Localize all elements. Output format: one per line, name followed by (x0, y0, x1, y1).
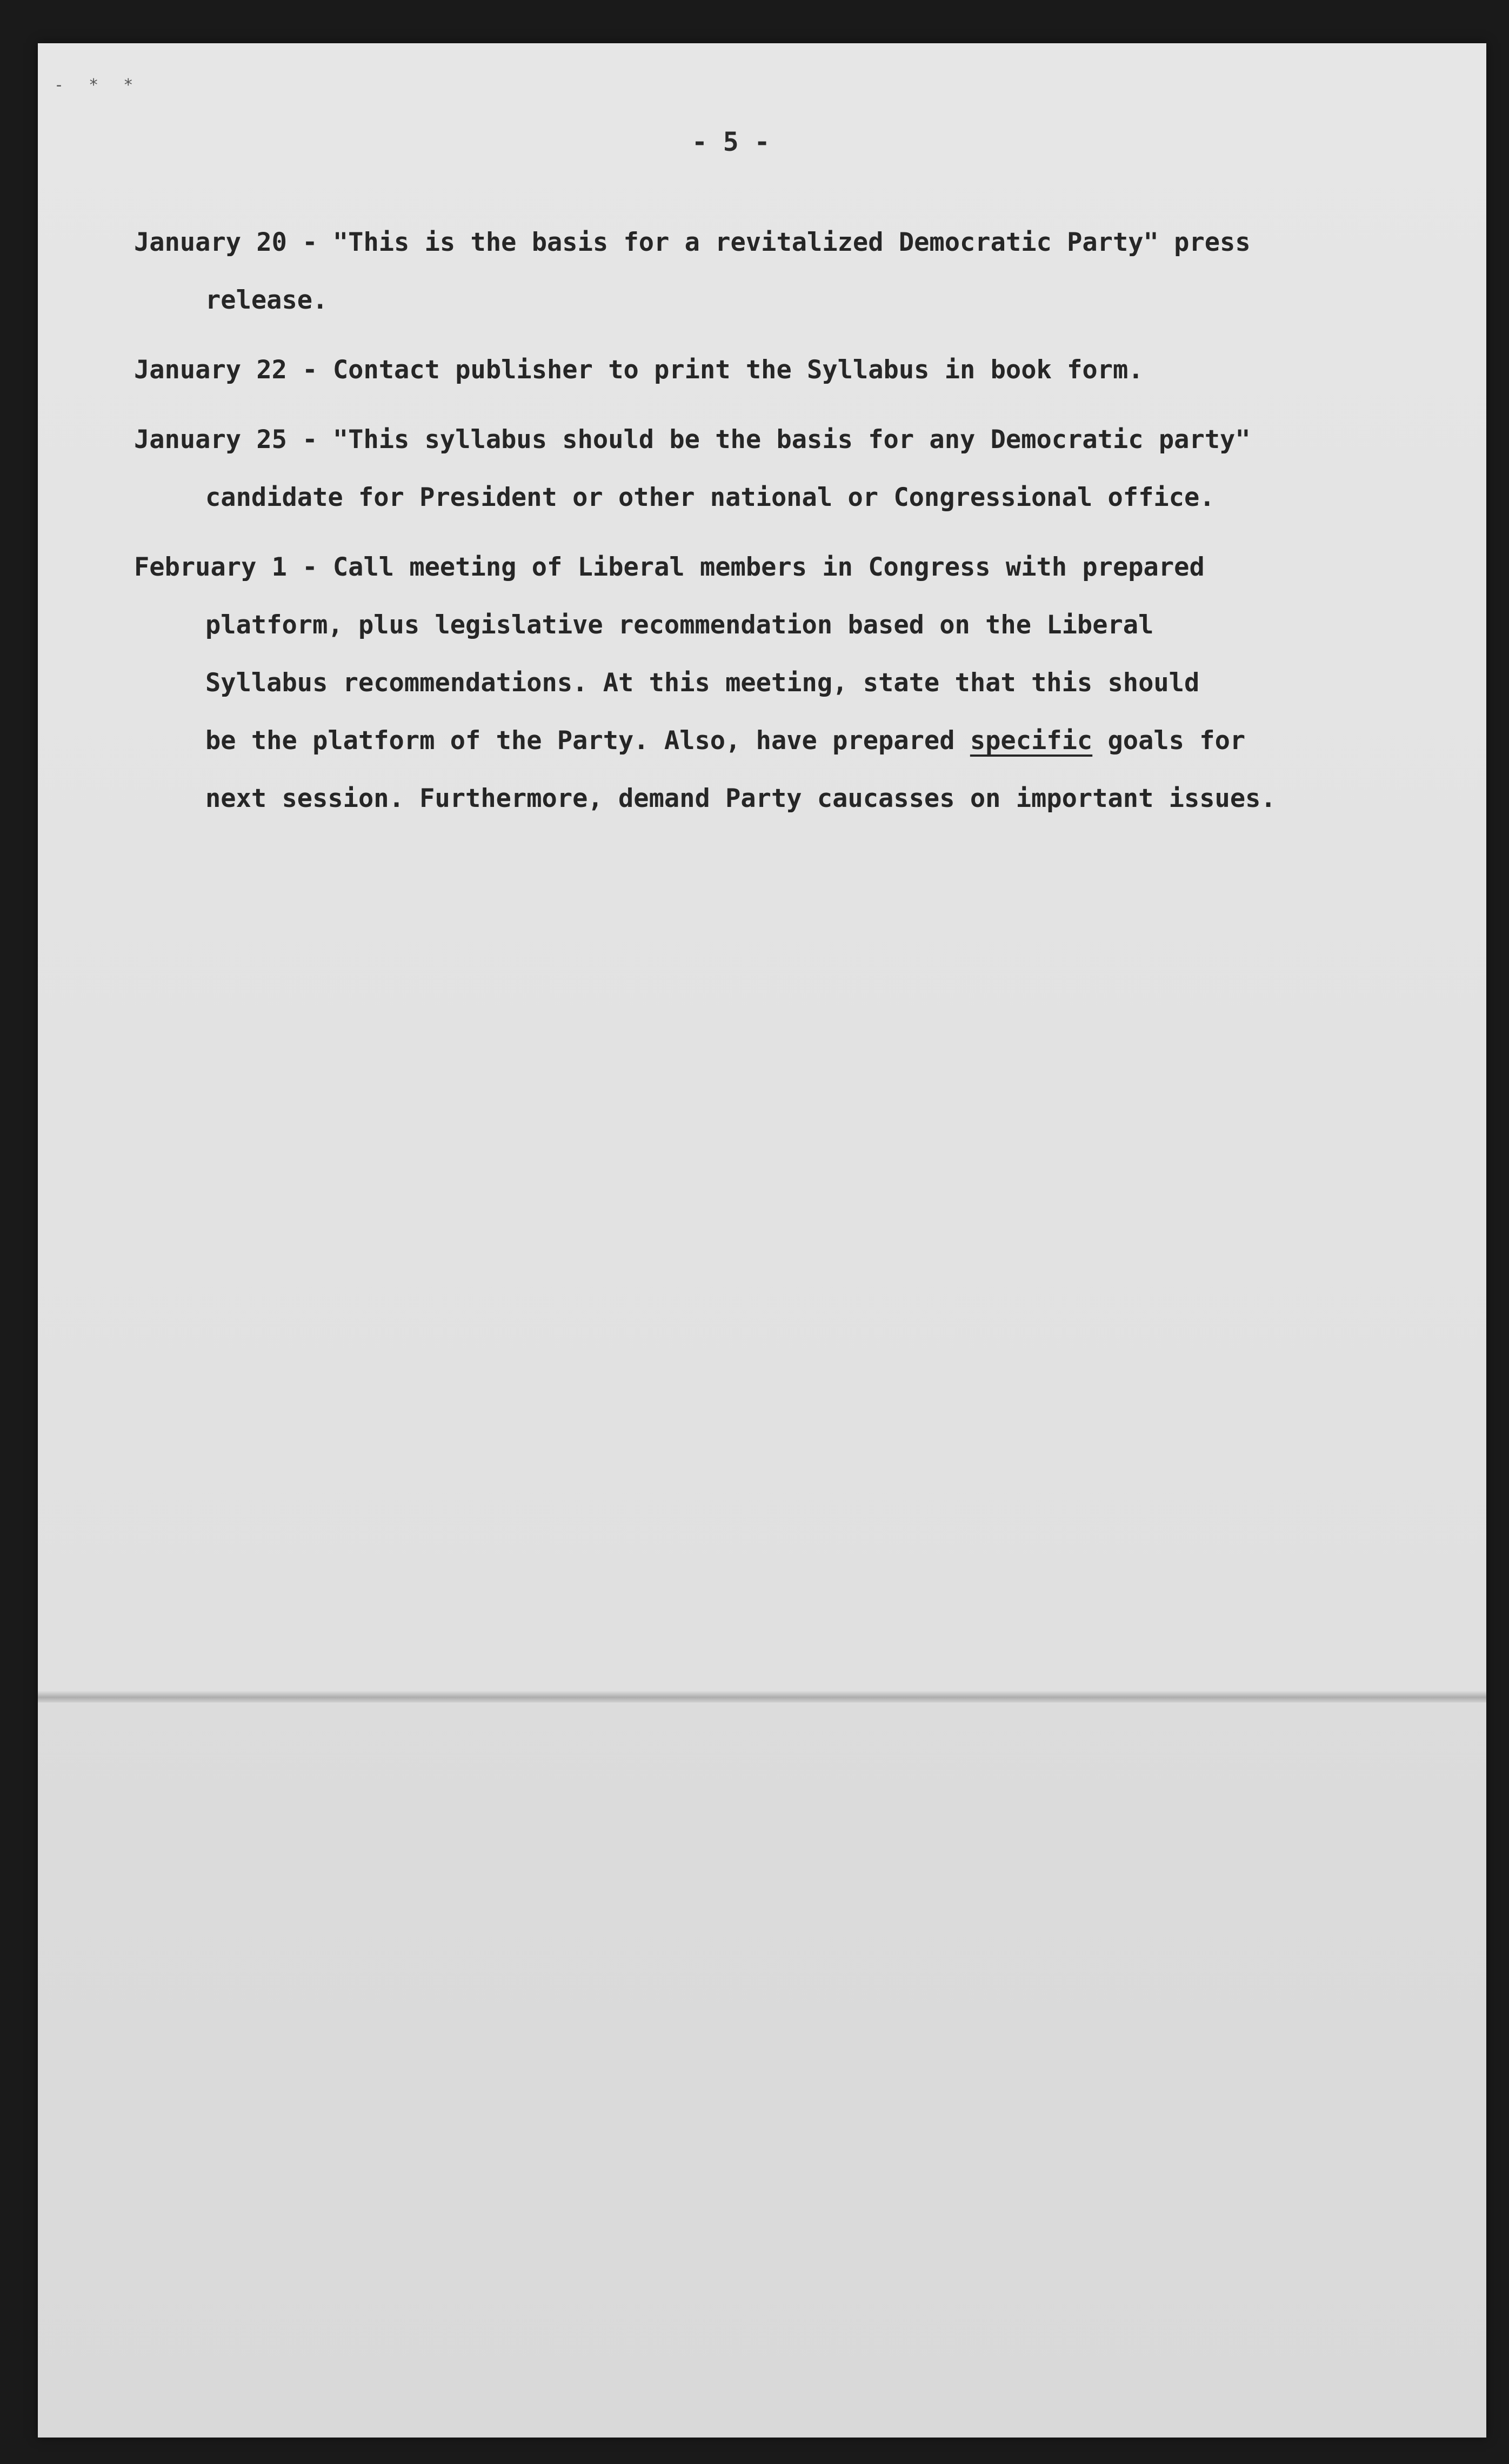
entry-line: January 25 - "This syllabus should be the basis for any Democratic party" (134, 425, 1251, 455)
document-body (134, 213, 1420, 839)
entry-line: February 1 - Call meeting of Liberal members in Congress with prepared (134, 552, 1205, 582)
entry-line: January 22 - Contact publisher to print the Syllabus in book form. (134, 355, 1144, 385)
entry-january-22 (134, 341, 1420, 399)
page-number: - 5 - (692, 127, 770, 157)
entry-line: release. (205, 285, 328, 315)
entry-line: January 20 - "This is the basis for a revitalized Democratic Party" press (134, 228, 1251, 257)
paper-fold-crease (38, 1691, 1486, 1702)
entry-february-1 (134, 538, 1420, 827)
entry-line: next session. Furthermore, demand Party caucasses on important issues. (205, 784, 1276, 813)
entry-line-segment: goals for (1092, 726, 1246, 756)
entry-january-20 (134, 213, 1420, 329)
entry-line-segment: be the platform of the Party. Also, have prepared (205, 726, 970, 756)
entry-line: Syllabus recommendations. At this meeting, state that this should (205, 668, 1200, 698)
entry-january-25 (134, 411, 1420, 526)
entry-line: platform, plus legislative recommendation based on the Liberal (205, 610, 1154, 640)
entry-line: candidate for President or other national or Congressional office. (205, 483, 1215, 512)
underlined-word: specific (970, 726, 1093, 756)
corner-marks: - * * (54, 76, 141, 95)
entry-line-with-underline (134, 712, 1420, 770)
